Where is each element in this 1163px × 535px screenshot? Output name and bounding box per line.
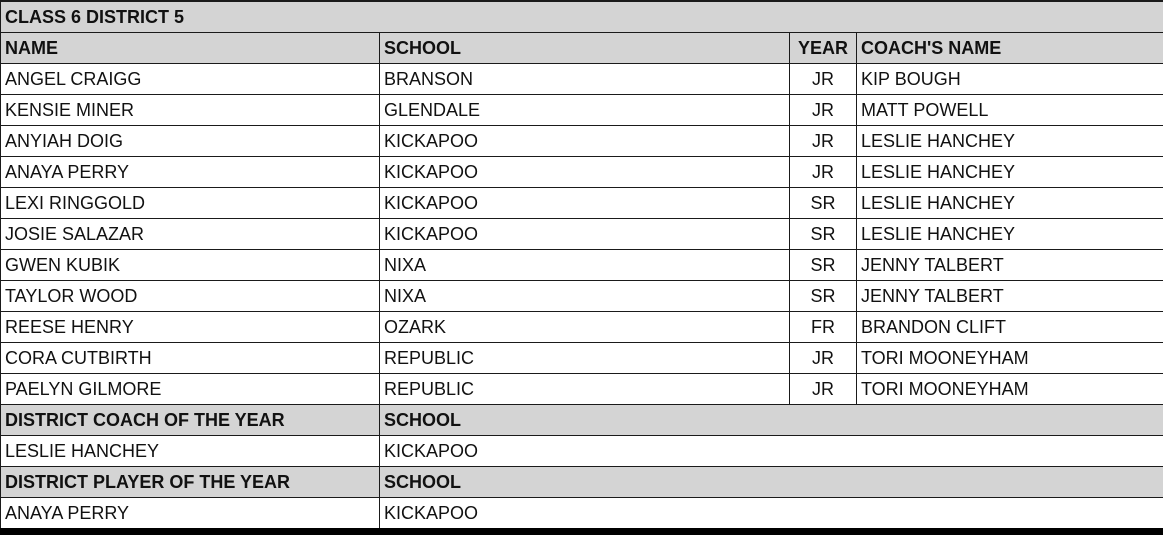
player-name: ANGEL CRAIGG (1, 64, 380, 95)
coach-of-year-school: KICKAPOO (380, 436, 1163, 467)
player-school: NIXA (380, 281, 790, 312)
table-row (1, 126, 1163, 157)
player-of-year-header-row (1, 467, 1163, 498)
header-name: NAME (1, 33, 380, 64)
table-row (1, 374, 1163, 405)
coach-of-year-row (1, 436, 1163, 467)
player-year: SR (790, 219, 857, 250)
table-row (1, 343, 1163, 374)
player-of-year-row (1, 498, 1163, 529)
player-school: BRANSON (380, 64, 790, 95)
player-school: OZARK (380, 312, 790, 343)
player-year: JR (790, 126, 857, 157)
player-year: SR (790, 188, 857, 219)
table-row (1, 188, 1163, 219)
player-of-year-name: ANAYA PERRY (1, 498, 380, 529)
player-coach: JENNY TALBERT (857, 281, 1163, 312)
table-row (1, 157, 1163, 188)
player-year: FR (790, 312, 857, 343)
player-coach: TORI MOONEYHAM (857, 374, 1163, 405)
header-year: YEAR (790, 33, 857, 64)
player-coach: JENNY TALBERT (857, 250, 1163, 281)
player-year: JR (790, 64, 857, 95)
player-name: KENSIE MINER (1, 95, 380, 126)
player-year: SR (790, 281, 857, 312)
player-school: REPUBLIC (380, 343, 790, 374)
player-name: LEXI RINGGOLD (1, 188, 380, 219)
player-coach: MATT POWELL (857, 95, 1163, 126)
table-row (1, 281, 1163, 312)
header-school: SCHOOL (380, 33, 790, 64)
player-year: JR (790, 374, 857, 405)
table-row (1, 95, 1163, 126)
player-of-year-school: KICKAPOO (380, 498, 1163, 529)
player-of-year-header: DISTRICT PLAYER OF THE YEAR (1, 467, 380, 498)
player-coach: TORI MOONEYHAM (857, 343, 1163, 374)
coach-of-year-school-header: SCHOOL (380, 405, 1163, 436)
table-row (1, 250, 1163, 281)
table-row (1, 64, 1163, 95)
coach-of-year-header: DISTRICT COACH OF THE YEAR (1, 405, 380, 436)
player-school: GLENDALE (380, 95, 790, 126)
coach-of-year-name: LESLIE HANCHEY (1, 436, 380, 467)
player-year: SR (790, 250, 857, 281)
player-name: ANAYA PERRY (1, 157, 380, 188)
player-name: ANYIAH DOIG (1, 126, 380, 157)
player-year: JR (790, 95, 857, 126)
player-school: KICKAPOO (380, 219, 790, 250)
column-header-row (1, 33, 1163, 64)
player-coach: LESLIE HANCHEY (857, 188, 1163, 219)
player-coach: LESLIE HANCHEY (857, 219, 1163, 250)
player-year: JR (790, 157, 857, 188)
player-name: PAELYN GILMORE (1, 374, 380, 405)
player-school: KICKAPOO (380, 126, 790, 157)
player-name: TAYLOR WOOD (1, 281, 380, 312)
table-title-row (1, 1, 1163, 33)
table-row (1, 219, 1163, 250)
header-coach: COACH'S NAME (857, 33, 1163, 64)
bottom-edge-bar (0, 528, 1163, 535)
table-row (1, 312, 1163, 343)
player-of-year-school-header: SCHOOL (380, 467, 1163, 498)
player-school: REPUBLIC (380, 374, 790, 405)
player-school: NIXA (380, 250, 790, 281)
player-coach: LESLIE HANCHEY (857, 126, 1163, 157)
player-school: KICKAPOO (380, 188, 790, 219)
player-year: JR (790, 343, 857, 374)
player-coach: KIP BOUGH (857, 64, 1163, 95)
player-name: REESE HENRY (1, 312, 380, 343)
coach-of-year-header-row (1, 405, 1163, 436)
player-coach: LESLIE HANCHEY (857, 157, 1163, 188)
table-title: CLASS 6 DISTRICT 5 (1, 1, 1163, 33)
player-name: GWEN KUBIK (1, 250, 380, 281)
player-name: JOSIE SALAZAR (1, 219, 380, 250)
player-coach: BRANDON CLIFT (857, 312, 1163, 343)
player-school: KICKAPOO (380, 157, 790, 188)
player-name: CORA CUTBIRTH (1, 343, 380, 374)
